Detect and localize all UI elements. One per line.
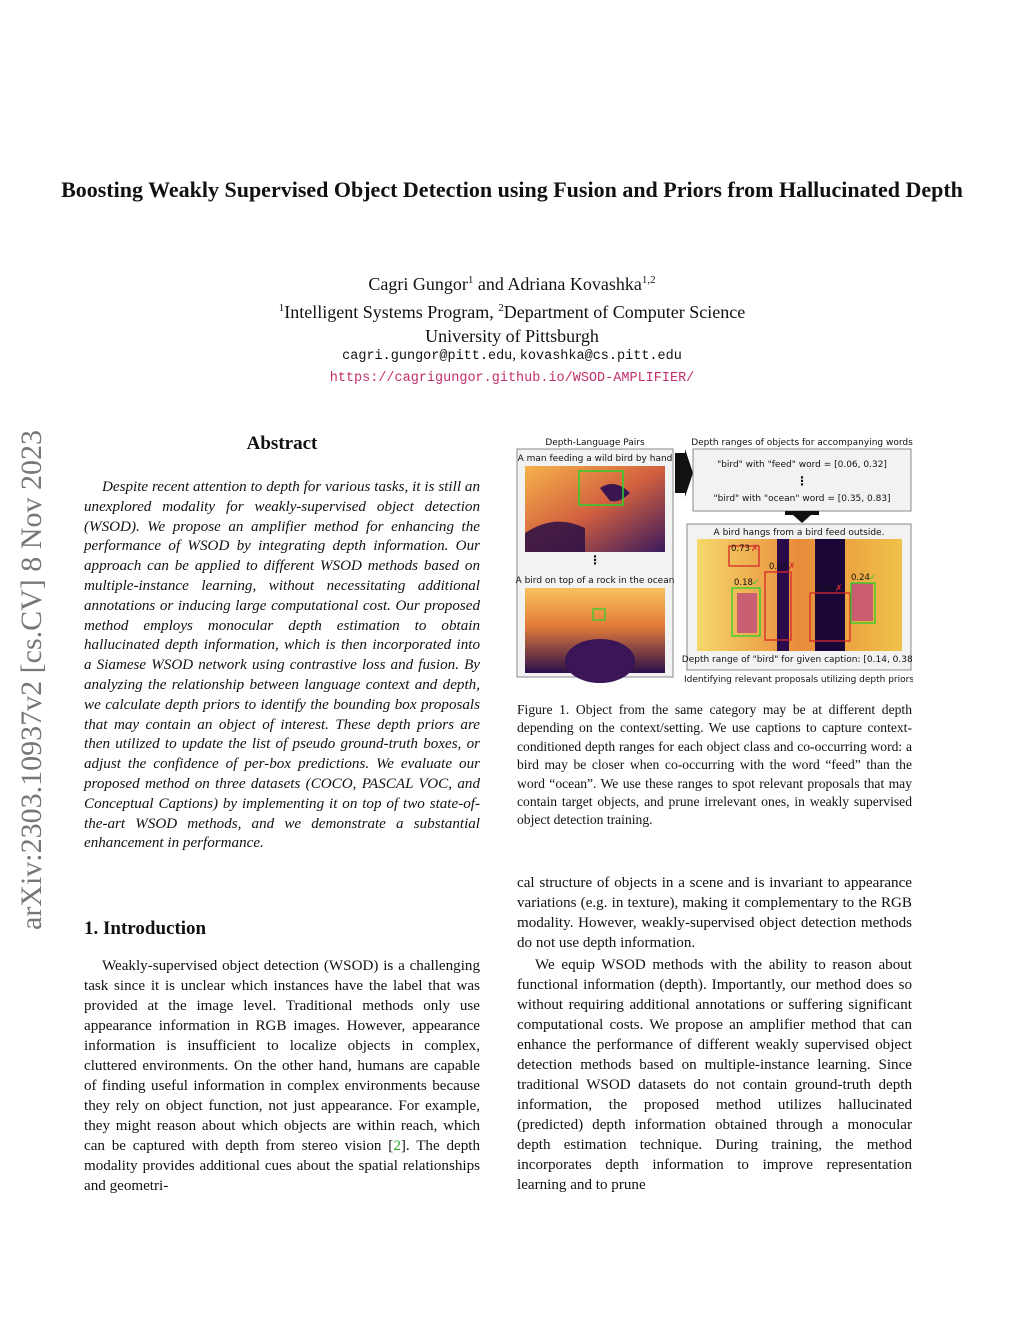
cross-icon-3: ✗: [835, 584, 843, 594]
intro-p1-text: Weakly-supervised object detection (WSOD) is a challenging task since it is unclear which instances have the label that was provided at the image level. Traditional methods only use appearance information in RGB images. However, appearance information is insufficient to localize objects in complex, cluttered environments. On the other hand, humans are capable of finding useful information in complex environments because they rely on object function, not just appearance. For example, they might reason about which objects are within reach, which can be captured with depth from stereo vision [: [84, 958, 480, 1154]
abstract-text: Despite recent attention to depth for various tasks, it is still an unexplored modality for weakly-supervised object detection (WSOD). We propose an amplifier method for enhancing the performance of WSOD by integrating depth information. Our approach can be applied to different WSOD methods based on multiple-instance learning, without necessitating additional annotations or inducing large computational cost. Our proposed method employs monocular depth estimation to obtain hallucinated depth information, which is then incorporated into a Siamese WSOD network using contrastive loss and fusion. By analyzing the relationship between language context and depth, we calculate depth priors to identify the bounding box proposals that may contain an object of interest. These depth priors are then utilized to update the list of pseudo ground-truth boxes, or adjust the confidence of per-box predictions. We evaluate our proposed method on three datasets (COCO, PASCAL VOC, and Conceptual Captions) by implementing it on top of two state-of-the-art WSOD methods, and we demonstrate a substantial enhancement in performance.: [84, 479, 480, 852]
fig-score-2: 0.08: [769, 562, 788, 572]
project-url-link[interactable]: https://cagrigungor.github.io/WSOD-AMPLIFIER/: [329, 371, 695, 386]
intro-heading: 1. Introduction: [84, 918, 207, 939]
fig-score-1: 0.73: [731, 544, 750, 554]
fig-left-header: Depth-Language Pairs: [545, 438, 645, 448]
down-arrow-icon: [785, 511, 819, 523]
email-link-2[interactable]: kovashka@cs.pitt.edu: [519, 349, 682, 364]
check-icon: ✓: [752, 578, 760, 588]
vertical-ellipsis-icon-2: ⋮: [796, 474, 808, 488]
arxiv-identifier: arXiv:2303.10937v2 [cs.CV] 8 Nov 2023: [15, 430, 48, 930]
vertical-ellipsis-icon: ⋮: [589, 553, 601, 567]
author-1: Cagri Gungor: [368, 274, 468, 294]
check-icon-2: ✓: [869, 573, 877, 583]
fig-range-ocean: "bird" with "ocean" word = [0.35, 0.83]: [713, 494, 891, 504]
fig-score-4: 0.06: [816, 584, 835, 594]
figure-1: [515, 433, 913, 688]
right-arrow-icon: [675, 449, 693, 497]
intro-p1-text-end: ]. The depth modality provides additional cues about the spatial relationships and geometri-: [84, 1138, 481, 1194]
affil-1-marker: 1: [278, 302, 285, 314]
fig-example-caption: A bird hangs from a bird feed outside.: [713, 528, 885, 538]
author-2-affil: 1,2: [641, 274, 656, 286]
email-line: [160, 345, 864, 367]
author-names: [160, 268, 864, 296]
figure-1-caption: Figure 1. Object from the same category may be at different depth depending on the context/setting. We use captions to capture context-conditioned depth ranges for each object class and co-occurring word: a bird may be closer when co-occurring with the word “feed” than the word “ocean”. We use these ranges to spot relevant proposals that may contain target objects, and prune irrelevant ones, in weakly supervised object detection training.: [517, 702, 912, 828]
intro-paragraph-2: We equip WSOD methods with the ability to reason about functional information (depth). Importantly, our method does so without requiring additional annotations or suffering significant computational costs. We propose an amplifier method that can enhance the performance of different weakly supervised object detection methods based on multiple-instance learning. Since traditional WSOD datasets do not contain ground-truth depth information, the proposed method utilizes hallucinated (predicted) depth information obtained through a monocular depth estimation technique. During training, the method incorporates depth information to improve representation learning and to prune: [517, 957, 912, 1193]
intro-paragraph-1: [84, 956, 480, 1196]
fig-range-feed: "bird" with "feed" word = [0.06, 0.32]: [717, 460, 887, 470]
affiliations: [160, 296, 864, 324]
fig-caption-bottom: A bird on top of a rock in the ocean: [515, 576, 675, 586]
email-link-1[interactable]: cagri.gungor@pitt.edu: [342, 349, 513, 364]
fig-bottom-label: Identifying relevant proposals utilizing depth priors: [683, 675, 913, 685]
fig-right-header: Depth ranges of objects for accompanying words: [691, 438, 913, 448]
fig-score-5: 0.24: [851, 573, 870, 583]
cross-icon-2: ✗: [788, 562, 796, 572]
intro-paragraph-1-continued: cal structure of objects in a scene and is invariant to appearance variations (e.g. in texture), making it complementary to the RGB modality. However, weakly-supervised object detection methods do not use depth information.: [517, 875, 912, 951]
email-separator: ,: [512, 347, 520, 363]
affil-1: Intelligent Systems Program,: [284, 302, 499, 322]
affil-2: Department of Computer Science: [503, 302, 746, 322]
affil-2-marker: 2: [498, 302, 504, 314]
author-block: [160, 268, 864, 348]
fig-depth-range-label: Depth range of "bird" for given caption: [0.14, 0.38]: [681, 655, 913, 665]
fig-caption-top: A man feeding a wild bird by hand: [517, 454, 673, 464]
fig-score-3: 0.18: [734, 578, 753, 588]
paper-title: Boosting Weakly Supervised Object Detection using Fusion and Priors from Hallucinated Depth: [61, 177, 963, 202]
author-1-affil: 1: [467, 274, 474, 286]
cross-icon: ✗: [751, 544, 759, 554]
abstract-heading: Abstract: [246, 433, 318, 454]
university: University of Pittsburgh: [425, 326, 599, 346]
citation-link[interactable]: 2: [393, 1138, 401, 1154]
figure-1-graphic: [515, 433, 913, 688]
author-2: and Adriana Kovashka: [473, 274, 642, 294]
